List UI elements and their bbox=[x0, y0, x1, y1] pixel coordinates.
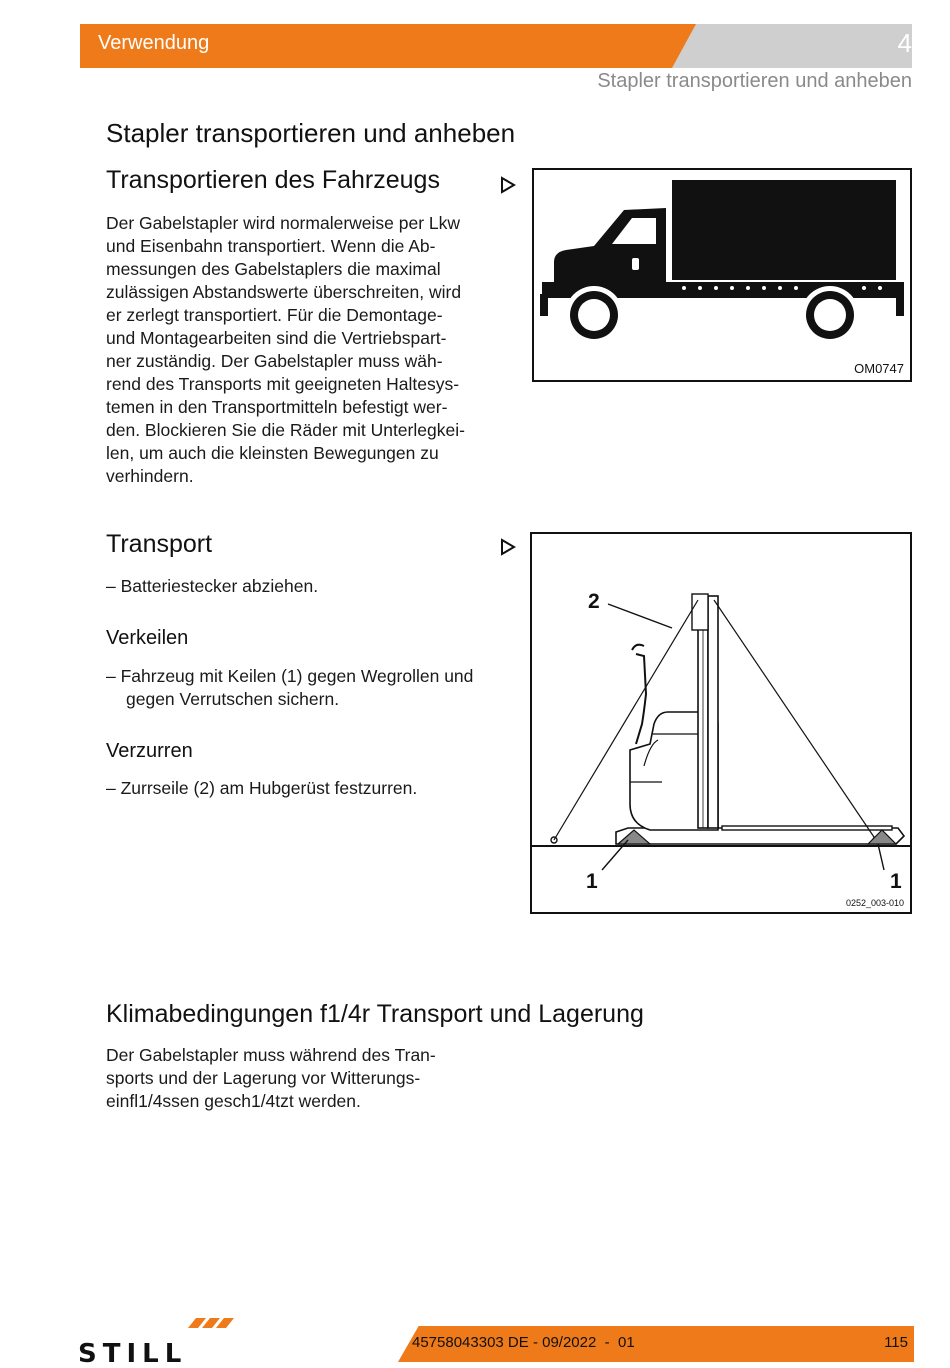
paragraph-line: und Montagearbeiten sind die Vertriebspart- bbox=[106, 328, 447, 348]
forklift-lashing-figure bbox=[530, 532, 912, 914]
paragraph-line: verhindern. bbox=[106, 466, 194, 486]
paragraph-line: zulässigen Abstandswerte überschreiten, wird bbox=[106, 282, 462, 302]
still-logo bbox=[78, 1318, 238, 1366]
callout-label: 1 bbox=[586, 870, 598, 893]
paragraph-line: den. Blockieren Sie die Räder mit Unterlegkei- bbox=[106, 420, 465, 440]
paragraph-line: sports und der Lagerung vor Witterungs- bbox=[106, 1068, 421, 1088]
subheading-verkeilen: Verkeilen bbox=[106, 627, 189, 649]
figure-code: OM0747 bbox=[854, 361, 904, 376]
paragraph-line: und Eisenbahn transportiert. Wenn die Ab- bbox=[106, 236, 436, 256]
section-heading-transport: Transport bbox=[106, 530, 213, 558]
paragraph-line: len, um auch die kleinsten Bewegungen zu bbox=[106, 443, 439, 463]
footer-page-number: 115 bbox=[884, 1334, 908, 1351]
bullet-item: – Fahrzeug mit Keilen (1) gegen Wegrollen und gegen Verrutschen sichern. bbox=[106, 666, 474, 709]
callout-label: 1 bbox=[890, 870, 902, 893]
paragraph-line: Der Gabelstapler wird normalerweise per Lkw bbox=[106, 213, 461, 233]
header-chapter-tab bbox=[672, 24, 912, 68]
paragraph-line: einfl1/4ssen gesch1/4tzt werden. bbox=[106, 1091, 361, 1111]
truck-figure bbox=[532, 168, 912, 382]
paragraph-line: er zerlegt transportiert. Für die Demontage- bbox=[106, 305, 443, 325]
page-title: Stapler transportieren und anheben bbox=[106, 118, 516, 148]
header-subtitle: Stapler transportieren und anheben bbox=[597, 70, 912, 92]
figure-code: 0252_003-010 bbox=[845, 898, 904, 908]
paragraph-line: messungen des Gabelstaplers die maximal bbox=[106, 259, 441, 279]
paragraph-line: ner zuständig. Der Gabelstapler muss wäh- bbox=[106, 351, 443, 371]
triangle-right-outline-icon bbox=[500, 538, 516, 556]
transportieren-paragraph bbox=[106, 212, 465, 488]
section-heading-transportieren: Transportieren des Fahrzeugs bbox=[106, 166, 440, 194]
klima-paragraph bbox=[106, 1044, 436, 1113]
subheading-verzurren: Verzurren bbox=[106, 740, 193, 762]
triangle-right-outline-icon bbox=[500, 176, 516, 194]
logo-wordmark: STILL bbox=[78, 1339, 188, 1366]
paragraph-line: Der Gabelstapler muss während des Tran- bbox=[106, 1045, 436, 1065]
header-chapter-number: 4 bbox=[897, 28, 912, 58]
section-heading-klima: Klimabedingungen f1/4r Transport und Lagerung bbox=[106, 1000, 644, 1028]
truck-icon bbox=[534, 170, 910, 380]
callout-label: 2 bbox=[588, 590, 600, 613]
header-section-title: Verwendung bbox=[98, 32, 210, 54]
paragraph-line: temen in den Transportmitteln befestigt wer- bbox=[106, 397, 448, 417]
paragraph-line: rend des Transports mit geeigneten Haltesys- bbox=[106, 374, 460, 394]
footer-document-number: 45758043303 DE - 09/2022 - 01 bbox=[412, 1334, 635, 1351]
bullet-item: – Zurrseile (2) am Hubgerüst festzurren. bbox=[106, 778, 418, 798]
bullet-item: – Batteriestecker abziehen. bbox=[106, 576, 319, 596]
